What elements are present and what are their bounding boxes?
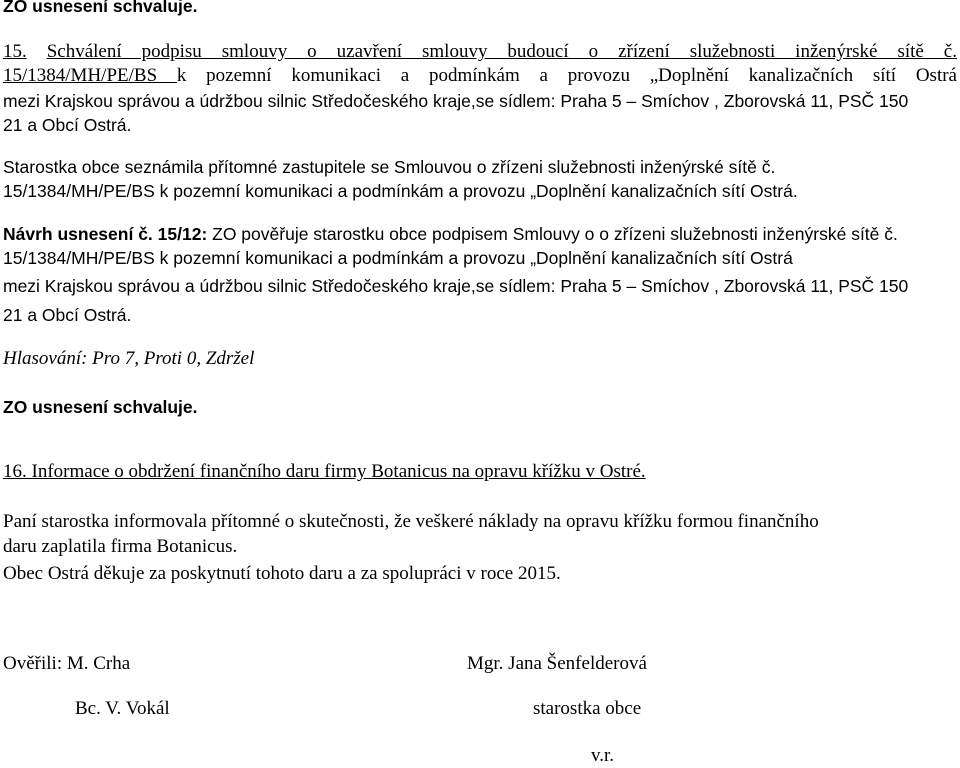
item15-title-l1: Schválení podpisu smlouvy o uzavření smlouvy budoucí o zřízení služebnosti inženýrské sítě č. <box>46 41 957 62</box>
proposal-label: Návrh usnesení č. 15/12: <box>3 224 208 244</box>
item15-vote: Hlasování: Pro 7, Proti 0, Zdržel <box>3 348 255 369</box>
item15-resolution: ZO usnesení schvaluje. <box>3 397 198 417</box>
item15-number: 15. <box>3 41 27 62</box>
item15-proposal-line2: 15/1384/MH/PE/BS k pozemní komunikaci a podmínkám a provozu „Doplnění kanalizačních sítí Ostrá <box>3 248 793 268</box>
signature-vr: v.r. <box>591 745 615 766</box>
item16-text-line1: Paní starostka informovala přítomné o skutečnosti, že veškeré náklady na opravu křížku formou finančního <box>3 511 819 532</box>
item15-info-line2: 15/1384/MH/PE/BS k pozemní komunikaci a podmínkám a provozu „Doplnění kanalizačních sítí Ostrá. <box>3 181 798 201</box>
signature-mayor-title: starostka obce <box>533 698 642 719</box>
item16-text-line2: daru zaplatila firma Botanicus. <box>3 536 238 557</box>
item15-contract-number: 15/1384/MH/PE/BS <box>3 65 177 86</box>
top-resolution: ZO usnesení schvaluje. <box>3 0 198 16</box>
item15-info-line1: Starostka obce seznámila přítomné zastupitele se Smlouvou o zřízeni služebnosti inženýrské sítě č. <box>3 157 776 177</box>
item15-title-line4: 21 a Obcí Ostrá. <box>3 115 132 135</box>
item15-title-l2: k pozemní komunikaci a podmínkám a provozu „Doplnění kanalizačních sítí Ostrá <box>176 65 957 86</box>
item15-proposal-line1 <box>3 222 957 246</box>
item15-title-line3: mezi Krajskou správou a údržbou silnic Středočeského kraje,se sídlem: Praha 5 – Smíchov , Zborovská 11, PSČ 150 <box>3 91 909 111</box>
item15-title-line2 <box>3 64 957 88</box>
item16-title: 16. Informace o obdržení finančního daru firmy Botanicus na opravu křížku v Ostré. <box>3 461 646 482</box>
item16-text-line3: Obec Ostrá děkuje za poskytnutí tohoto daru a za spolupráci v roce 2015. <box>3 563 561 584</box>
signature-verified-2: Bc. V. Vokál <box>75 698 170 719</box>
proposal-text: ZO pověřuje starostku obce podpisem Smlouvy o o zřízeni služebnosti inženýrské sítě č. <box>207 224 898 244</box>
item15-proposal-line4: 21 a Obcí Ostrá. <box>3 305 132 325</box>
signature-verified: Ověřili: M. Crha <box>3 653 131 674</box>
signature-mayor-name: Mgr. Jana Šenfelderová <box>467 653 647 674</box>
item15-proposal-line3: mezi Krajskou správou a údržbou silnic Středočeského kraje,se sídlem: Praha 5 – Smíchov , Zborovská 11, PSČ 150 <box>3 276 909 296</box>
item15-title-line1 <box>3 40 957 64</box>
